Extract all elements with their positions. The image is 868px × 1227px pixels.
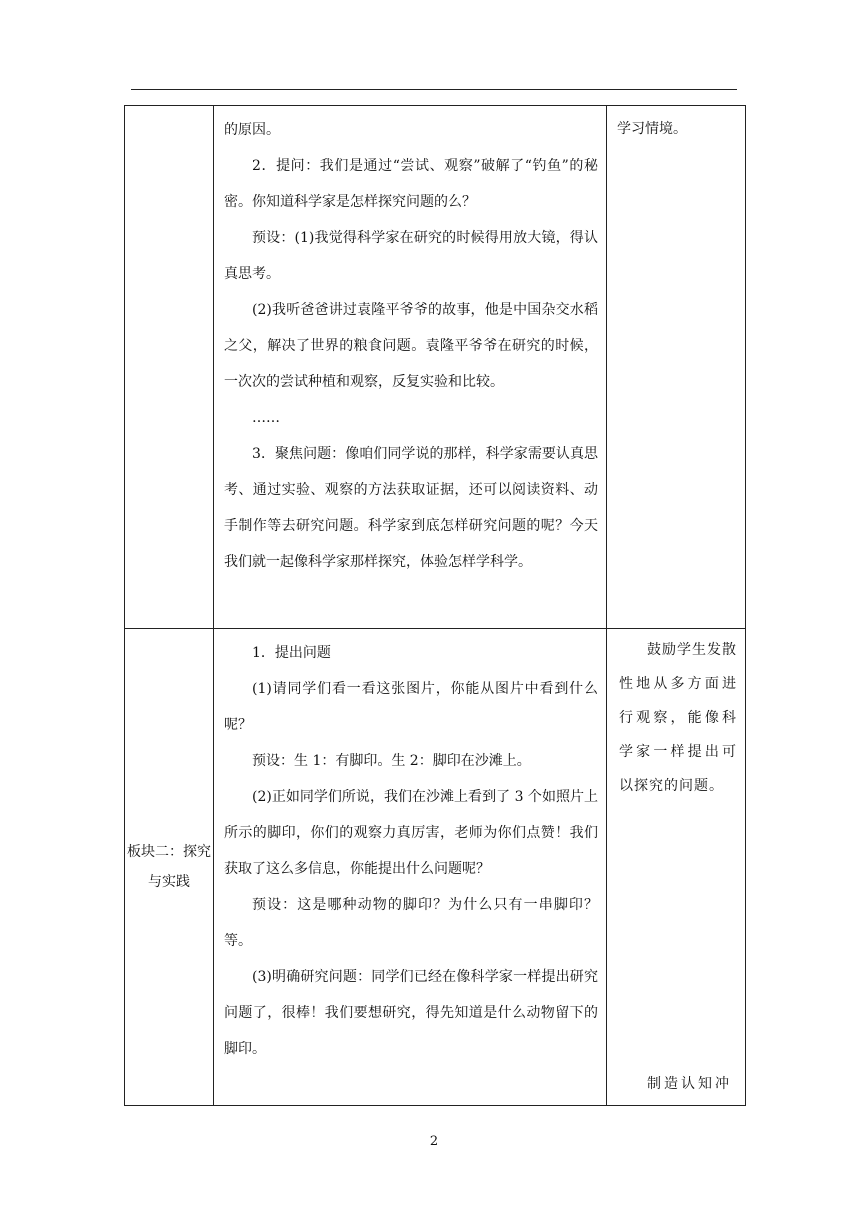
paragraph: (1)请同学们看一看这张图片，你能从图片中看到什么呢？ [224, 681, 598, 733]
paragraph: (2)正如同学们所说，我们在沙滩上看到了 3 个如照片上所示的脚印，你们的观察力真厉害，老师为你们点赞！我们获取了这么多信息，你能提出什么问题呢？ [224, 789, 598, 877]
design-intent-cell [607, 106, 746, 629]
paragraph: (3)明确研究问题：同学们已经在像科学家一样提出研究问题了，很棒！我们要想研究，得先知道是什么动物留下的脚印。 [224, 969, 598, 1057]
paragraph: 预设：(1)我觉得科学家在研究的时候得用放大镜，得认真思考。 [224, 230, 598, 282]
header-rule [131, 89, 737, 90]
lesson-plan-table [124, 105, 746, 1106]
teaching-content [214, 106, 606, 580]
teaching-content-cell [214, 106, 607, 629]
paragraph: (2)我听爸爸讲过袁隆平爷爷的故事，他是中国杂交水稻之父，解决了世界的粮食问题。袁隆平爷爷在研究的时候，一次次的尝试种植和观察，反复实验和比较。 [224, 302, 598, 390]
paragraph: 预设：生 1：有脚印。生 2：脚印在沙滩上。 [252, 753, 531, 769]
teaching-content-cell [214, 629, 607, 1106]
paragraph: 1．提出问题 [252, 645, 331, 661]
design-intent-text: 鼓励学生发散性地从多方面进行观察，能像科学家一样提出可以探究的问题。 [619, 642, 737, 794]
design-intent-cell [607, 629, 746, 1106]
page-number: 2 [429, 1134, 439, 1149]
table-row [125, 629, 746, 1106]
section-label [125, 106, 214, 629]
paragraph: 3．聚焦问题：像咱们同学说的那样，科学家需要认真思考、通过实验、观察的方法获取证据，还可以阅读资料、动手制作等去研究问题。科学家到底怎样研究问题的呢？今天我们就一起像科学家那样探究，体验怎样学科学。 [224, 446, 598, 570]
section-label: 板块二：探究与实践 [125, 629, 214, 1106]
teaching-content [214, 629, 606, 1067]
table-row [125, 106, 746, 629]
paragraph: 2．提问：我们是通过“尝试、观察”破解了“钓鱼”的秘密。你知道科学家是怎样探究问题的么？ [224, 158, 598, 210]
design-intent-text: 学习情境。 [617, 121, 687, 137]
paragraph: …… [252, 410, 280, 426]
paragraph: 预设：这是哪种动物的脚印？为什么只有一串脚印？等。 [224, 897, 598, 949]
design-intent-text-continued: 制造认知冲 [647, 1076, 732, 1092]
paragraph: 的原因。 [224, 122, 280, 138]
